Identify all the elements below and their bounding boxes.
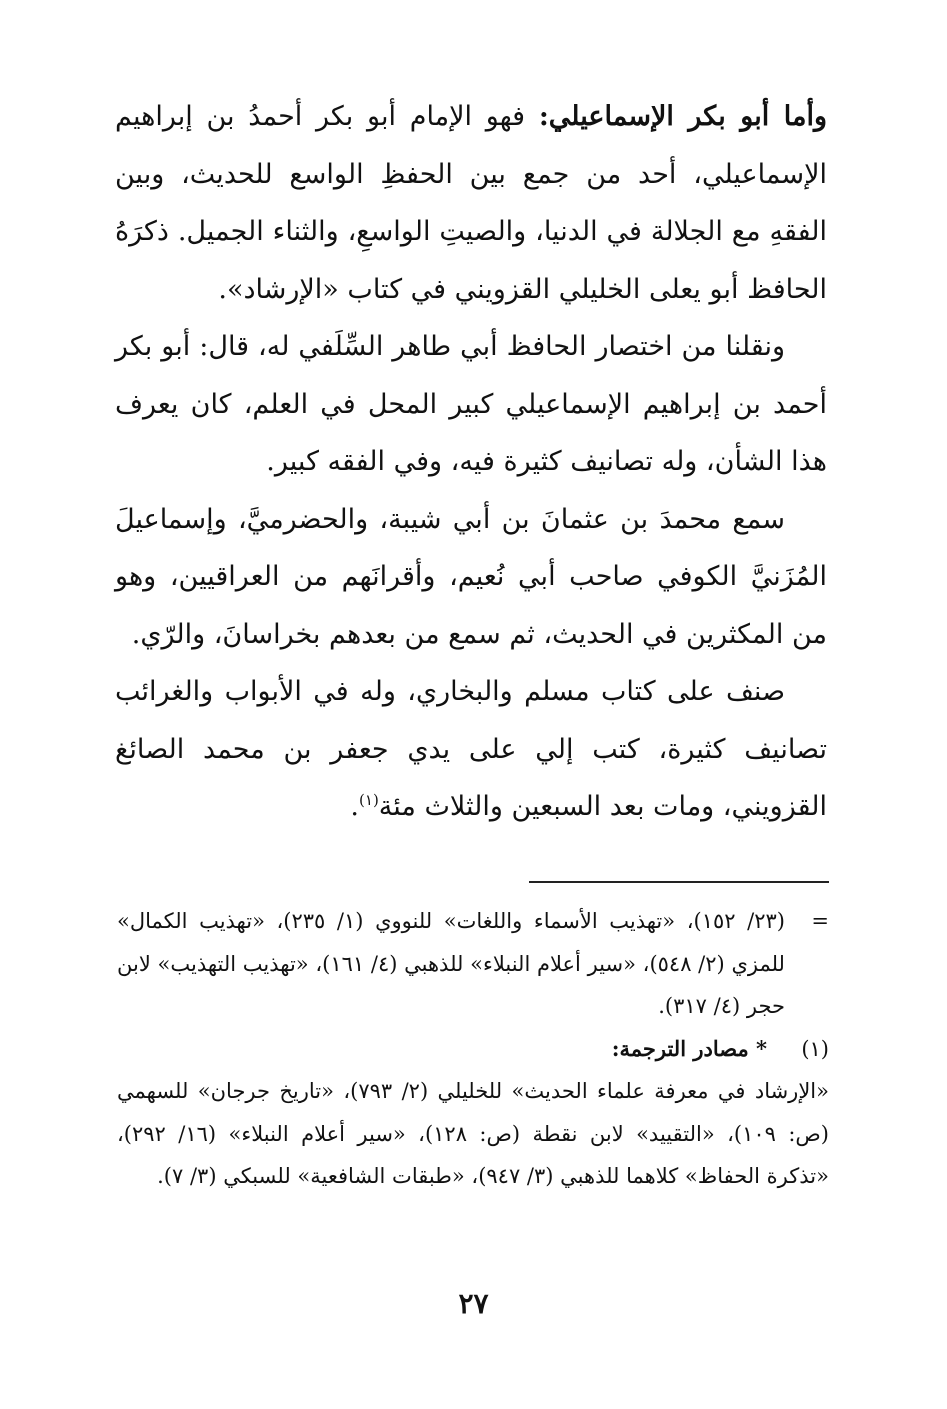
footnote-1-text: «الإرشاد في معرفة علماء الحديث» للخليلي (٢/ ٧٩٣)، «تاريخ جرجان» للسهمي (ص: ١٠٩)، «التقييد» لابن نقطة (ص: ١٢٨)، «سير أعلام النبلاء» (١٦/ ٢٩٢)، «تذكرة الحفاظ» كلاهما للذهبي (٣/ ٩٤٧)، «طبقات الشافعية» للسبكي (٣/ ٧). (117, 1079, 829, 1188)
paragraph-2: ونقلنا من اختصار الحافظ أبي طاهر السِّلَفي له، قال: أبو بكر أحمد بن إبراهيم الإسماعيلي كبير المحل في العلم، كان يعرف هذا الشأن، وله تصانيف كثيرة فيه، وفي الفقه كبير. (115, 331, 827, 477)
paragraph-1 (115, 88, 827, 318)
footnotes (117, 900, 829, 1198)
paragraph-4-body: صنف على كتاب مسلم والبخاري، وله في الأبواب والغرائب تصانيف كثيرة، كتب إلي على يدي جعفر بن محمد الصائغ القزويني، ومات بعد السبعين والثلاث مئة (115, 676, 827, 822)
continuation-text: (٢٣/ ١٥٢)، «تهذيب الأسماء واللغات» للنووي (١/ ٢٣٥)، «تهذيب الكمال» للمزي (٢/ ٥٤٨)، «سير أعلام النبلاء» للذهبي (٤/ ١٦١)، «تهذيب التهذيب» لابن حجر (٤/ ٣١٧). (117, 909, 785, 1018)
page-number: ٢٧ (458, 1287, 489, 1320)
continuation-mark: = (811, 909, 829, 933)
paragraph-4 (115, 663, 827, 836)
footnote-1-title: * مصادر الترجمة: (611, 1035, 767, 1061)
paragraph-4-end: . (350, 791, 360, 822)
paragraph-1-body: فهو الإمام أبو بكر أحمدُ بن إبراهيم الإسماعيلي، أحد من جمع بين الحفظِ الواسع للحديث، وبين الفقهِ مع الجلالة في الدنيا، والصيتِ الواسعِ، والثناء الجميل. ذكرَهُ الحافظ أبو يعلى الخليلي القزويني في كتاب «الإرشاد». (115, 101, 827, 305)
footnote-1-heading (117, 1028, 829, 1071)
paragraph-1-lead: وأما أبو بكر الإسماعيلي: (538, 101, 827, 132)
main-text (115, 88, 827, 836)
footnote-1-number: (١) (801, 1036, 829, 1061)
footnote-continuation (117, 900, 829, 1028)
paragraph-3: سمع محمدَ بن عثمانَ بن أبي شيبة، والحضرميَّ، وإسماعيلَ المُزَنيَّ الكوفي صاحب أبي نُعيم، وأقرانَهم من العراقيين، وهو من المكثرين في الحديث، ثم سمع من بعدهم بخراسانَ، والرّي. (115, 503, 827, 650)
footnote-reference[interactable]: (١) (359, 791, 379, 809)
footnote-separator (529, 881, 829, 883)
